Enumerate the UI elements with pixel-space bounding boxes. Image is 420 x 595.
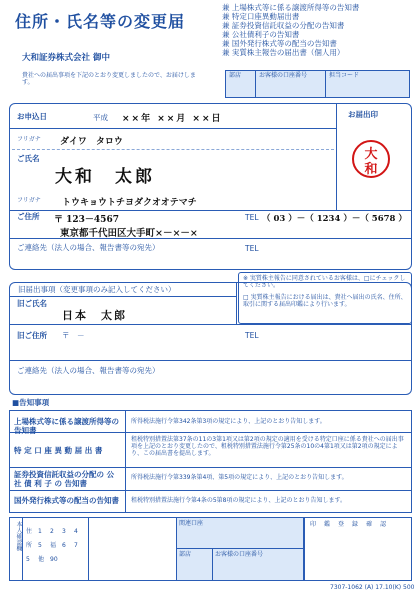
id-grid-cell: 所: [26, 542, 33, 550]
note-text: ※ 実質株主報告に同意されているお客様は、□にチェックしてください。: [243, 275, 406, 290]
old-name-label: 旧ご氏名: [17, 299, 47, 308]
staff-label: 担当コード: [329, 72, 360, 79]
page-title: 住所・氏名等の変更届: [15, 12, 186, 31]
name-label: ご氏名: [17, 154, 40, 163]
old-name-field[interactable]: 日本 太郎: [62, 309, 127, 322]
tel-field[interactable]: （ 03 ）－（ 1234 ）－（ 5678 ）: [262, 214, 407, 224]
era-label: 平成: [93, 113, 108, 122]
related-account-label: 関連口座: [179, 520, 204, 527]
application-date-label: お申込日: [17, 112, 47, 121]
seal-check-heads: 印 鑑 登 録 確 認: [310, 521, 387, 528]
declaration-row-text: 所得税法施行令第342条第3項の規定により、上記のとおり告知します。: [131, 418, 326, 425]
id-grid-cell: 3: [62, 528, 66, 535]
note-checkbox-text[interactable]: □ 実質株主報告における届出は、貴社へ届出の氏名、住所、取引に関する届出印鑑により行います。: [243, 294, 407, 309]
application-date-field[interactable]: ××年 ××月 ××日: [122, 114, 223, 124]
id-grid-cell: 7: [74, 542, 78, 550]
related-account-number-label: お客様の口座番号: [215, 551, 264, 558]
address-furigana-label: フリガナ: [17, 197, 41, 204]
old-address-label: 旧ご住所: [17, 331, 47, 340]
name-field[interactable]: 大和 太郎: [55, 167, 155, 187]
right-item: 兼 実質株主報告の届出書（個人用）: [222, 48, 345, 57]
right-item-list: [222, 3, 412, 57]
contact-label: ご連絡先（法人の場合、報告書等の宛先）: [17, 243, 160, 252]
seal-label: お届出印: [348, 110, 378, 119]
identity-check-label: 本人確認欄: [15, 521, 22, 551]
declaration-row-label: 上場株式等に係る譲渡所得等の告知書: [14, 417, 119, 435]
old-tel-label: TEL: [245, 331, 259, 340]
name-furigana-field[interactable]: ダイワ タロウ: [60, 137, 123, 147]
postal-code-field[interactable]: 〒 123－4567: [54, 215, 119, 225]
declaration-header: ■告知事項: [12, 398, 50, 407]
address-label: ご住所: [17, 212, 40, 221]
branch-label: 部店: [229, 72, 242, 79]
id-grid-cell: 福: [50, 542, 57, 550]
id-grid-cell: 1: [38, 528, 42, 535]
declaration-row-label: 証券投資信託収益の分配の 公 社 債 利 子 の 告知書: [14, 470, 115, 488]
name-furigana-label: フリガナ: [17, 136, 41, 143]
intro-text: 貴社への届出事項を下記のとおり変更しましたので、お届けします。: [22, 72, 196, 87]
declaration-row-label: 特 定 口 座 異 動 届 出 書: [14, 446, 103, 455]
address-furigana-field[interactable]: トウキョウトチヨダクオオテマチ: [62, 198, 197, 208]
old-postal-field[interactable]: 〒 －: [62, 331, 85, 340]
addressee: 大和証券株式会社 御中: [22, 53, 110, 63]
seal-stamp-char-bottom: 和: [364, 162, 378, 177]
seal-stamp-char-top: 大: [364, 147, 378, 162]
id-grid-cell: 5: [26, 556, 30, 564]
id-grid-cell: 6: [62, 542, 66, 550]
account-label: お客様の口座番号: [259, 72, 308, 79]
old-contact-label: ご連絡先（法人の場合、報告書等の宛先）: [17, 366, 160, 375]
declaration-row-text: 租税特別措置法第37条の11の3第1項又は第2項の規定の適用を受ける特定口座に係る貴社への届出事項を上記のとおり変更したので、租税特別措置法施行令第25条の10の4第1項又は第2項の規定により、この届出書を提出します。: [131, 436, 404, 458]
id-grid-cell: 他: [38, 556, 45, 564]
id-grid-cell: 2: [50, 528, 54, 535]
id-grid-cell: 4: [74, 528, 78, 535]
id-grid-cell: 住: [26, 528, 33, 535]
right-item: 兼 国外発行株式等の配当の告知書: [222, 39, 337, 48]
declaration-row-label: 国外発行株式等の配当の告知書: [14, 496, 119, 505]
right-item: 兼 上場株式等に係る譲渡所得等の告知書: [222, 3, 360, 12]
declaration-row-text: 所得税法施行令第339条第4項、第5項の規定により、上記のとおり告知します。: [131, 474, 348, 481]
right-item: 兼 証券投資信託収益の分配の告知書: [222, 21, 345, 30]
account-number-field[interactable]: [256, 83, 325, 98]
address-field[interactable]: 東京都千代田区大手町×－×－×: [60, 228, 198, 239]
related-branch-label: 部店: [179, 551, 192, 558]
contact-tel-label: TEL: [245, 244, 259, 253]
form-footer-code: 7307-1062 (A) 17.10(K) 500: [330, 584, 415, 591]
tel-label: TEL: [245, 213, 259, 222]
right-item: 兼 公社債利子の告知書: [222, 30, 300, 39]
right-item: 兼 特定口座異動届出書: [222, 12, 300, 21]
id-grid: [26, 528, 86, 564]
id-grid-cell: 90: [50, 556, 58, 564]
old-info-header: 旧届出事項（変更事項のみ記入してください）: [18, 285, 176, 294]
id-grid-cell: 5: [38, 542, 42, 550]
declaration-row-text: 租税特別措置法施行令第4条の5第8項の規定により、上記のとおり告知します。: [131, 497, 346, 504]
